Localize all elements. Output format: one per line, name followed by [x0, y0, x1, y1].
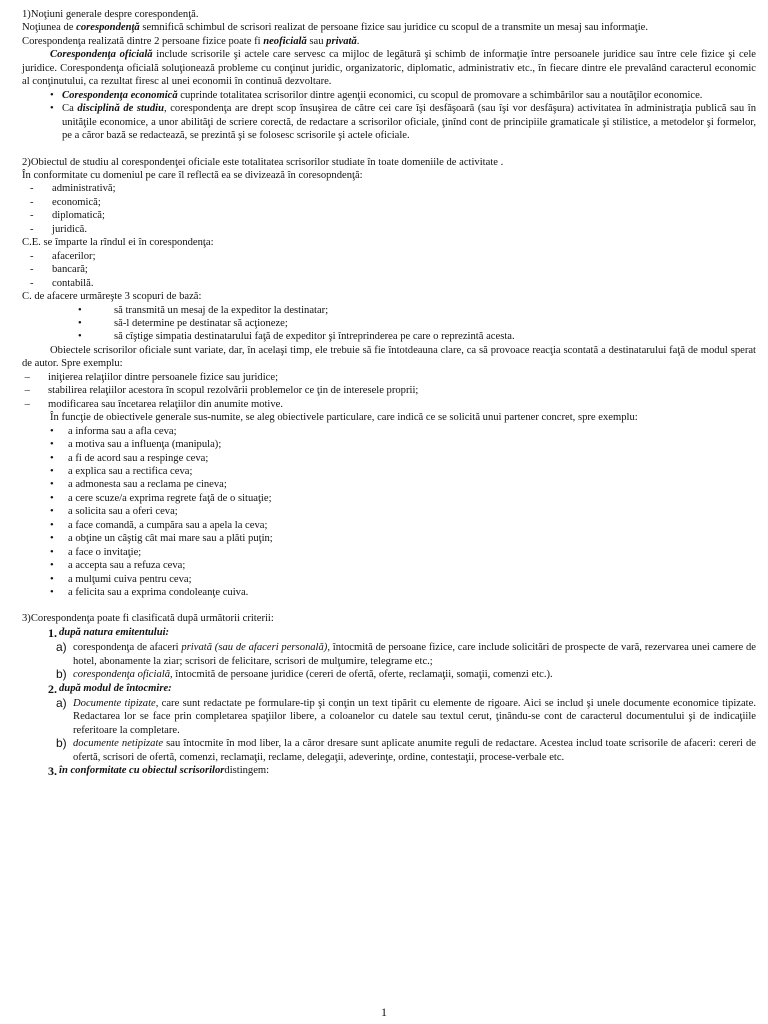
criterion-1-b: b) corespondenţa oficială, întocmită de persoane juridice (cereri de ofertă, oferte, reclamaţii, somaţii, comenzi etc.).	[56, 667, 553, 682]
list-item: • a face o invitaţie;	[22, 546, 756, 559]
objects-paragraph: Obiectele scrisorilor oficiale sunt variate, dar, în acelaşi timp, ele trebuie să fie întotdeauna clare, ca să provoace reacţia scontată a destinatarului faţă de modul sperat de autor. Spre exemplu:	[22, 344, 756, 370]
criterion-2-b: b) documente netipizate sau întocmite în mod liber, la a căror dresare sunt aplicate anumite reguli de redactare. Acestea includ toate scrisorile de afaceri: cereri de ofertă, scrisori de ofertă, comenzi, reclamaţii, reclame, delegaţii, adeverinţe, ordine, contestaţii, procese-verbale etc.	[56, 736, 756, 763]
list-item: • a face comandă, a cumpăra sau a apela la ceva;	[22, 519, 756, 532]
dash-icon: -	[30, 264, 34, 276]
list-item: • Corespondenţa economică cuprinde totalitatea scrisorilor dintre agenţii economici, cu scopul de promovare a schimbărilor sau a noutăţilor economice.	[22, 89, 756, 102]
definition-paragraph: Noţiunea de corespondenţă semnifică schimbul de scrisori realizat de persoane fizice sau juridice cu scopul de a transmite un mesaj sau informaţie.	[22, 22, 649, 34]
list-item: - afacerilor;	[22, 250, 756, 263]
bullet-icon: •	[50, 465, 54, 477]
list-item: – iniţierea relaţiilor dintre persoanele fizice sau juridice;	[22, 371, 279, 383]
list-item: • să cîştige simpatia destinatarului faţă de expeditor şi întreprinderea pe care o reprezintă acesta.	[22, 330, 756, 343]
bullet-icon: •	[50, 425, 54, 437]
bullet-icon: •	[50, 479, 54, 491]
bullet-icon: •	[50, 452, 54, 464]
bullet-icon: •	[78, 304, 82, 316]
bullet-icon: •	[50, 587, 54, 599]
bullet-icon: •	[50, 89, 54, 101]
list-item: • a fi de acord sau a respinge ceva;	[22, 452, 756, 465]
section-1-heading: 1)Noţiuni generale despre corespondenţă.	[22, 9, 199, 20]
bullet-icon: •	[50, 103, 54, 115]
list-item: - economică;	[22, 196, 756, 209]
goals-intro: C. de afacere urmăreşte 3 scopuri de bază:	[22, 291, 202, 303]
bullet-icon: •	[78, 331, 82, 343]
list-item: - bancară;	[22, 263, 756, 276]
list-item: • a felicita sau a exprima condoleanţe cuiva.	[22, 586, 756, 599]
domains-intro: În conformitate cu domeniul pe care îl reflectă ea se divizează în coresopndenţă:	[22, 169, 363, 181]
particular-objectives-paragraph: În funcţie de obiectivele generale sus-numite, se aleg obiectivele particulare, care indică ce se solicită unui partener concret, spre exemplu:	[50, 412, 638, 424]
dash-icon: -	[30, 277, 34, 289]
list-item: • a accepta sau a refuza ceva;	[22, 559, 756, 572]
list-item: - diplomatică;	[22, 209, 756, 222]
list-item: • a solicita sau a oferi ceva;	[22, 505, 756, 518]
dash-icon: -	[30, 210, 34, 222]
bullet-icon: •	[50, 573, 54, 585]
list-item: - juridică.	[22, 223, 756, 236]
bullet-icon: •	[50, 506, 54, 518]
criterion-2-a: a) Documente tipizate, care sunt redactate pe formulare-tip şi conţin un text tipărit cu elemente de rigoare. Aici se includ şi unele documente economice tipizate. Redactarea lor se face prin completarea spaţiilor libere, a coloanelor cu datele sau textul cerut, ţinându-se cont de caracterul documentului şi de indicaţiile referitoare la completare.	[56, 695, 756, 736]
list-item: • a cere scuze/a exprima regrete faţă de o situaţie;	[22, 492, 756, 505]
criterion-3: 3. în conformitate cu obiectul scrisorilor distingem:	[48, 764, 270, 779]
dash-icon: -	[30, 250, 34, 262]
list-item: – stabilirea relaţiilor acestora în scopul rezolvării problemelor ce ţin de interesele proprii;	[22, 385, 419, 397]
list-item: • a obţine un câştig cât mai mare sau a plăti puţin;	[22, 532, 756, 545]
dash-icon: –	[22, 385, 30, 397]
bullet-icon: •	[50, 519, 54, 531]
list-item: • să-l determine pe destinatar să acţioneze;	[22, 317, 756, 330]
list-item: • a informa sau a afla ceva;	[22, 425, 756, 438]
section-3-heading: 3)Corespondenţa poate fi clasificată după următorii criterii:	[22, 613, 274, 625]
page-number: 1	[381, 1005, 387, 1019]
criterion-1: 1. după natura emitentului:	[48, 625, 170, 640]
list-item: – modificarea sau încetarea relaţiilor din anumite motive.	[22, 398, 284, 410]
list-item: - contabilă.	[22, 277, 756, 290]
list-item: • a explica sau a rectifica ceva;	[22, 465, 756, 478]
criterion-1-a: a) corespondenţa de afaceri privată (sau de afaceri personală), întocmită de persoane fizice, care include solicitări de prospecte de vară, rezervarea unei camere de hotel, abonamente la ziar; scrisori de felicitare, scrisori de mulţumire, telegrame etc.;	[56, 640, 757, 667]
official-correspondence-paragraph: Corespondenţa oficială include scrisorile şi actele care servesc ca mijloc de legătură şi schimb de informaţie între persoanele juridice sau între cele fizice şi cele juridice. Corespondenţa oficială soluţionează probleme cu conţinut juridic, organizatoric, diplomatic, administrativ etc., în fiecare dintre ele prevalând caracterul economic al conţinutului, ca rezultat firesc al unei economii în continuă dezvoltare.	[22, 49, 757, 88]
private-correspondence-line: Corespondenţa realizată dintre 2 persoane fizice poate fi neoficială sau privată.	[22, 35, 360, 47]
list-item: • să transmită un mesaj de la expeditor la destinatar;	[22, 304, 756, 317]
term-corespondenta: corespondenţă	[76, 22, 140, 34]
bullet-icon: •	[50, 439, 54, 451]
dash-icon: –	[22, 398, 30, 410]
bullet-icon: •	[78, 317, 82, 329]
dash-icon: -	[30, 183, 34, 195]
criterion-2: 2. după modul de întocmire:	[48, 681, 172, 696]
list-item: • a mulţumi cuiva pentru ceva;	[22, 573, 756, 586]
ce-intro: C.E. se împarte la rîndul ei în corespondenţa:	[22, 237, 214, 249]
list-item: • Ca disciplină de studiu, corespondenţa are drept scop însuşirea de către cei care îşi desfăşoară (sau îşi vor desfăşura) activitatea în administraţia publică sau în unităţile economice, a unor abilităţi de scriere corectă, de redactare a scrisorilor oficiale, ţinînd cont de principiile gramaticale şi stilistice, a metodelor şi formelor, pe a căror bază se redactează, se prezintă şi se folosesc scrisorile şi actele oficiale.	[22, 102, 756, 142]
list-item: • a admonesta sau a reclama pe cineva;	[22, 478, 756, 491]
section-2-intro: 2)Obiectul de studiu al corespondenţei oficiale este totalitatea scrisorilor studiate în toate domeniile de activitate .	[22, 156, 504, 168]
list-item: • a motiva sau a influenţa (manipula);	[22, 438, 756, 451]
bullet-icon: •	[50, 492, 54, 504]
list-item: - administrativă;	[22, 182, 756, 195]
dash-icon: –	[22, 371, 30, 383]
bullet-icon: •	[50, 533, 54, 545]
dash-icon: -	[30, 223, 34, 235]
bullet-icon: •	[50, 546, 54, 558]
dash-icon: -	[30, 196, 34, 208]
bullet-icon: •	[50, 560, 54, 572]
